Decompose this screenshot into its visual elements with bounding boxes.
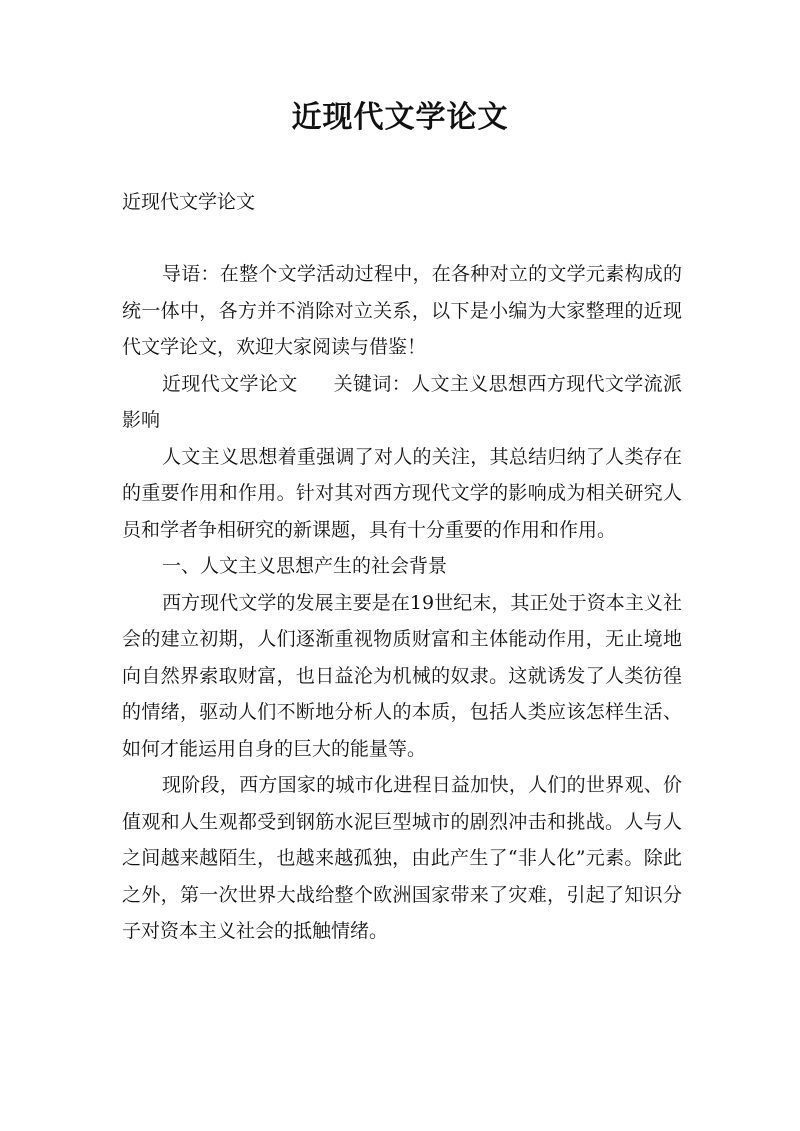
section-heading-1: 一、人文主义思想产生的社会背景 [162,555,448,577]
keywords-text: 关键词：人文主义思想西方现代文学流派影响 [122,372,682,431]
document-body [122,256,682,950]
keywords-paragraph [122,366,682,439]
document-title: 近现代文学论文 [291,100,509,135]
body-paragraph-2: 西方现代文学的发展主要是在19世纪末，其正处于资本主义社会的建立初期，人们逐渐重视物质财富和主体能动作用，无止境地向自然界索取财富，也日益沦为机械的奴隶。这就诱发了人类彷徨的情绪，驱动人们不断地分析人的本质，包括人类应该怎样生活、如何才能运用自身的巨大的能量等。 [122,591,682,760]
document-subtitle: 近现代文学论文 [122,191,256,213]
keywords-title: 近现代文学论文 [162,372,298,395]
body-paragraph-1: 人文主义思想着重强调了对人的关注，其总结归纳了人类存在的重要作用和作用。针对其对西方现代文学的影响成为相关研究人员和学者争相研究的新课题，具有十分重要的作用和作用。 [122,445,682,541]
body-paragraph-3: 现阶段，西方国家的城市化进程日益加快，人们的世界观、价值观和人生观都受到钢筋水泥巨型城市的剧烈冲击和挑战。人与人之间越来越陌生，也越来越孤独，由此产生了“非人化”元素。除此之外，第一次世界大战给整个欧洲国家带来了灾难，引起了知识分子对资本主义社会的抵触情绪。 [122,774,682,942]
intro-paragraph: 导语：在整个文学活动过程中，在各种对立的文学元素构成的统一体中，各方并不消除对立关系，以下是小编为大家整理的近现代文学论文，欢迎大家阅读与借鉴！ [122,263,682,358]
